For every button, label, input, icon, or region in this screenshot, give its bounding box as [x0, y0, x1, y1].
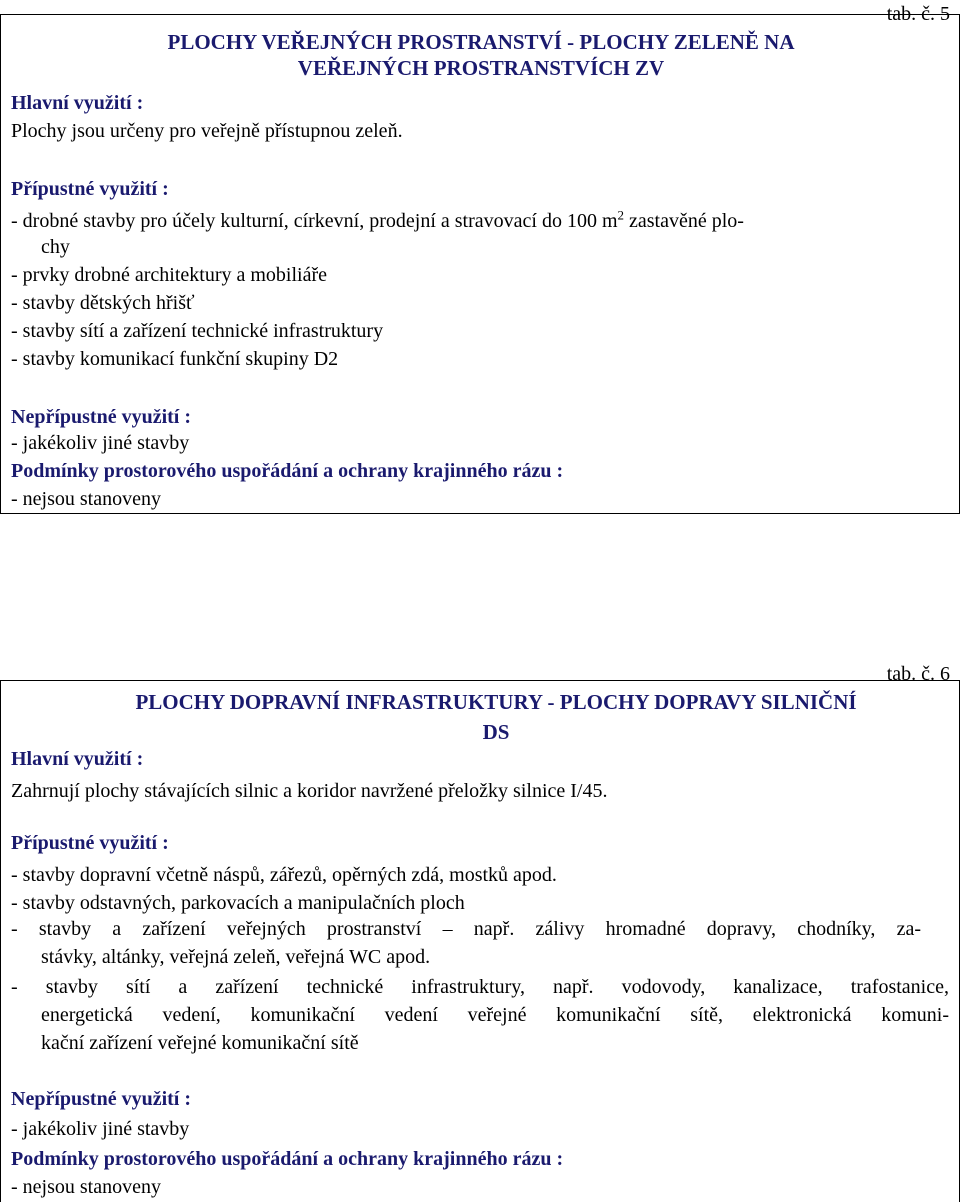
table6-title-line1: PLOCHY DOPRAVNÍ INFRASTRUKTURY - PLOCHY DOPRAVY SILNIČNÍ [135, 690, 857, 714]
table6-allowed-heading: Přípustné využití : [11, 832, 169, 854]
table6-title-line2: DS [482, 720, 510, 744]
table5-forbidden-heading: Nepřípustné využití : [11, 406, 191, 428]
table6-allowed-item-cont: stávky, altánky, veřejná zeleň, veřejná WC apod. [41, 946, 431, 968]
table6-conditions-heading: Podmínky prostorového uspořádání a ochrany krajinného rázu : [11, 1148, 564, 1170]
table6-allowed-item: - stavby dopravní včetně náspů, zářezů, opěrných zdá, mostků apod. [11, 864, 557, 886]
table5-allowed-heading: Přípustné využití : [11, 178, 169, 200]
table6-allowed-item: - stavby a zařízení veřejných prostranství – např. zálivy hromadné dopravy, chodníky, za- [11, 918, 921, 940]
table6-allowed-item: - stavby sítí a zařízení technické infrastruktury, např. vodovody, kanalizace, trafostanice, [11, 976, 949, 998]
table5-title-line2: VEŘEJNÝCH PROSTRANSTVÍCH ZV [297, 56, 665, 80]
table5-conditions-heading: Podmínky prostorového uspořádání a ochrany krajinného rázu : [11, 460, 564, 482]
table5-number: tab. č. 5 [886, 3, 950, 25]
table6-main-use-text: Zahrnují plochy stávajících silnic a koridor navržené přeložky silnice I/45. [11, 780, 608, 802]
table5-conditions-item: - nejsou stanoveny [11, 488, 161, 510]
table6-box [0, 680, 960, 1202]
table5-allowed-item-rest: zastavěné plo- [624, 210, 744, 232]
table5-allowed-item: - stavby sítí a zařízení technické infrastruktury [11, 320, 384, 342]
table5-box [0, 14, 960, 514]
table5-title-line1: PLOCHY VEŘEJNÝCH PROSTRANSTVÍ - PLOCHY ZELENĚ NA [167, 30, 795, 54]
table5-allowed-item: - prvky drobné architektury a mobiliáře [11, 264, 327, 286]
table5-allowed-item-text: - drobné stavby pro účely kulturní, církevní, prodejní a stravovací do 100 m [11, 210, 618, 232]
table6-forbidden-heading: Nepřípustné využití : [11, 1088, 191, 1110]
table6-main-use-heading: Hlavní využití : [11, 748, 144, 770]
table5-main-use-text: Plochy jsou určeny pro veřejně přístupnou zeleň. [11, 120, 403, 142]
table6-allowed-item-cont: kační zařízení veřejné komunikační sítě [41, 1032, 359, 1054]
table5-allowed-item: - stavby komunikací funkční skupiny D2 [11, 348, 339, 370]
table6-conditions-item: - nejsou stanoveny [11, 1176, 161, 1198]
table5-allowed-item: - stavby dětských hřišť [11, 292, 195, 314]
table6-allowed-item: - stavby odstavných, parkovacích a manipulačních ploch [11, 892, 465, 914]
table5-main-use-heading: Hlavní využití : [11, 92, 144, 114]
table6-forbidden-item: - jakékoliv jiné stavby [11, 1118, 190, 1140]
table5-allowed-item [11, 207, 744, 235]
table5-allowed-item-cont: chy [41, 236, 70, 258]
table5-allowed-item-sup: 2 [617, 207, 625, 223]
table5-forbidden-item: - jakékoliv jiné stavby [11, 432, 190, 454]
table6-allowed-item-cont: energetická vedení, komunikační vedení veřejné komunikační sítě, elektronická komuni- [41, 1004, 949, 1026]
table6-number: tab. č. 6 [886, 663, 950, 685]
